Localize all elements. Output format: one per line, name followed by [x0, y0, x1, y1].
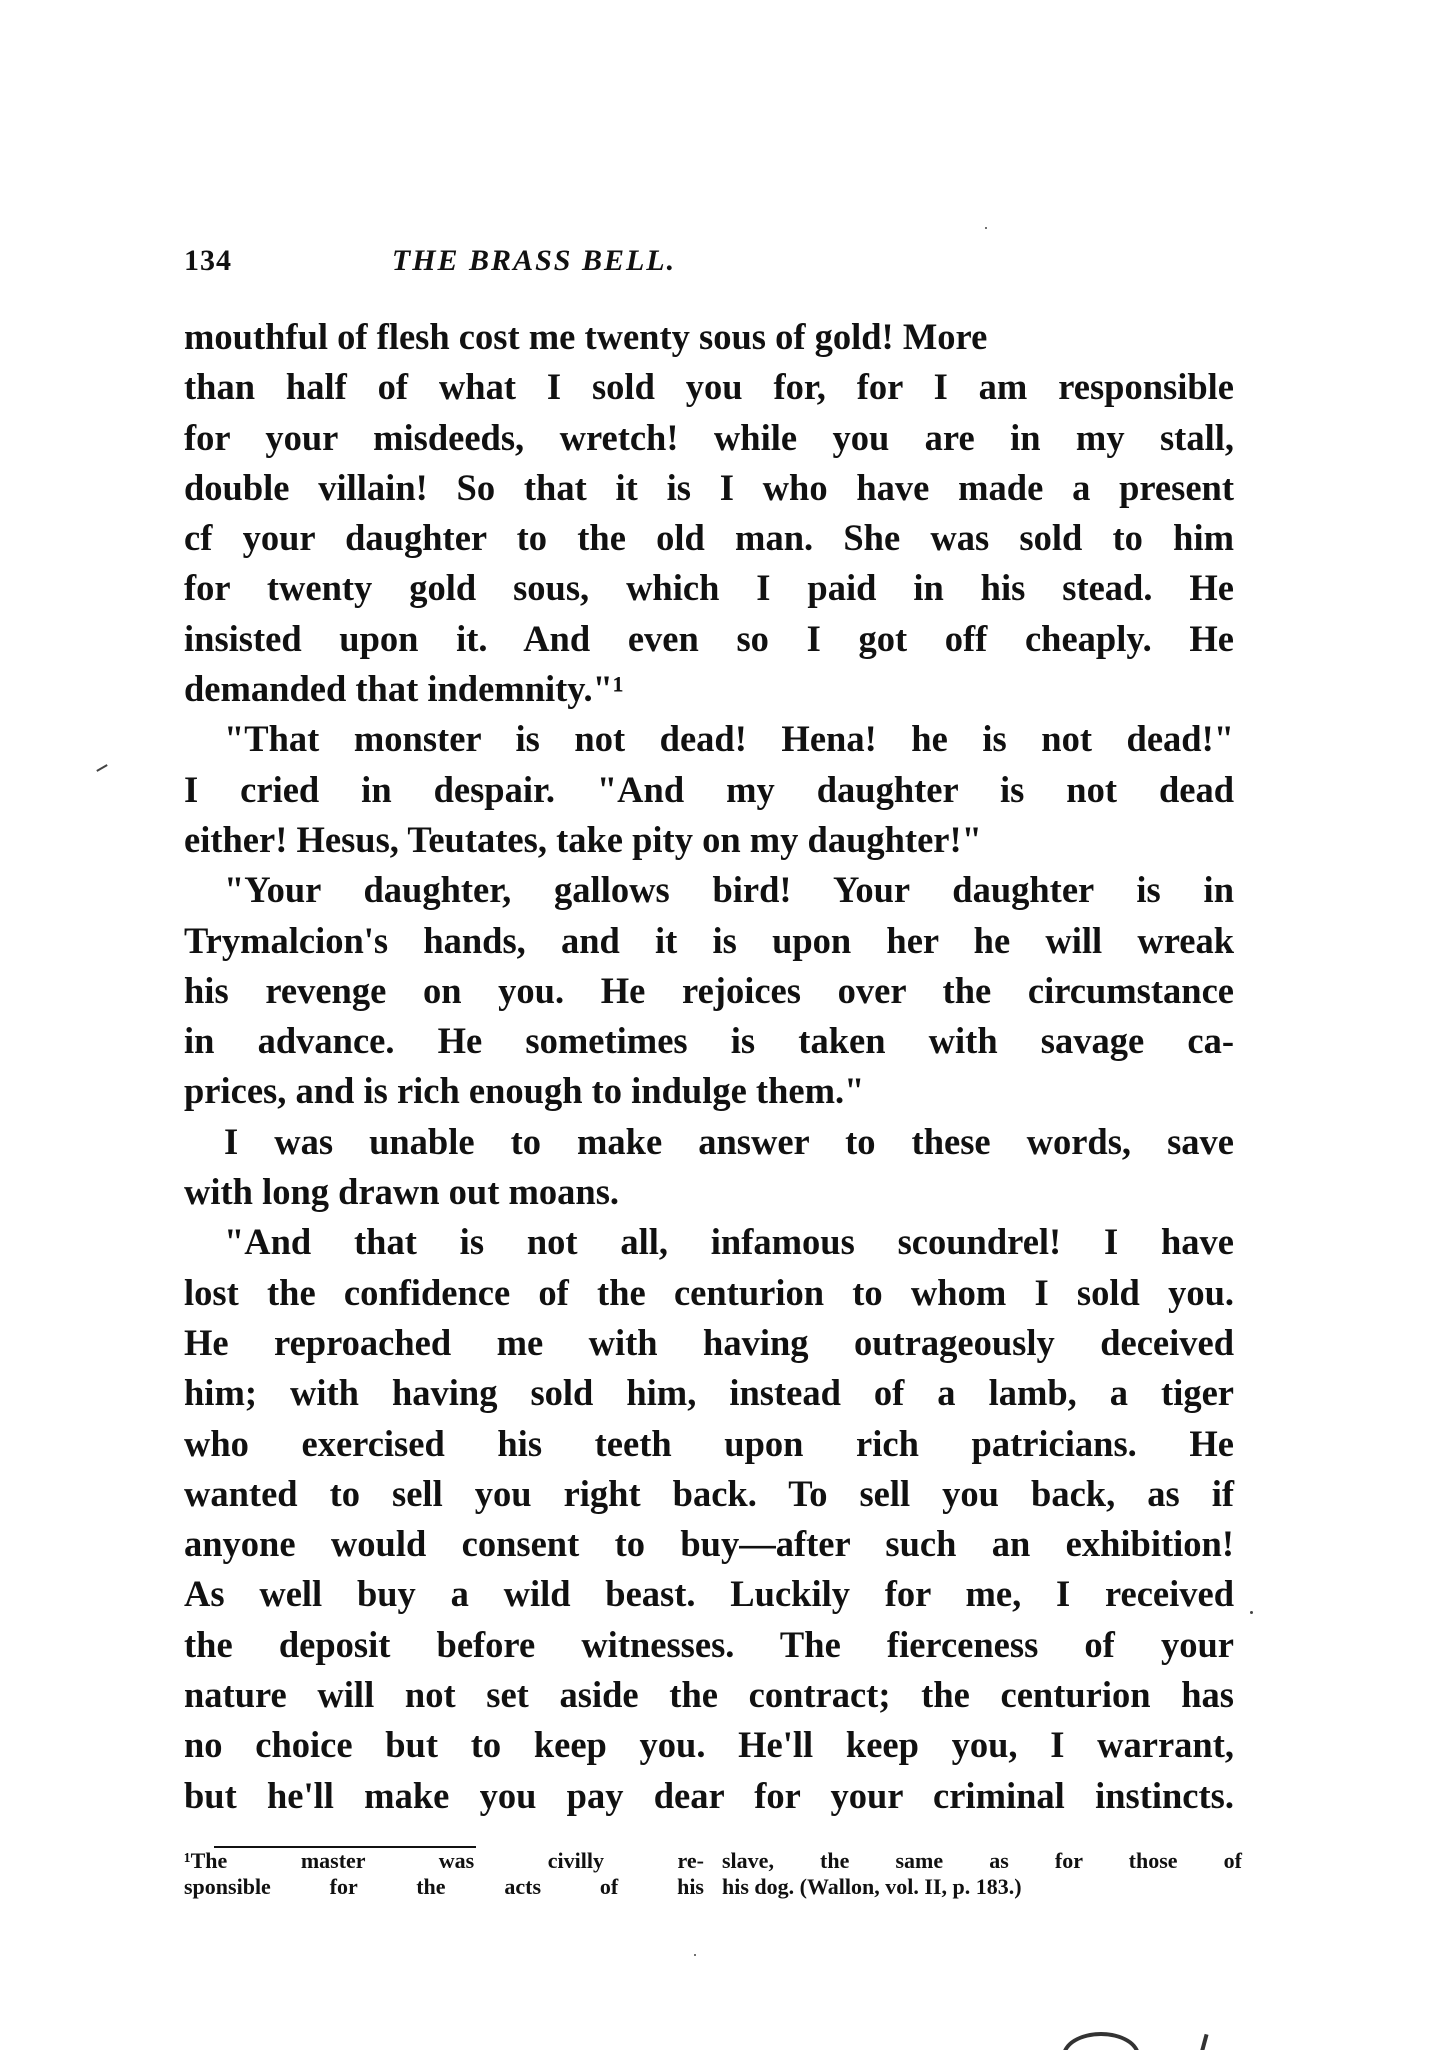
- text-line: "Your daughter, gallows bird! Your daughter is in: [224, 869, 1234, 911]
- text-line: mouthful of flesh cost me twenty sous of gold! More: [184, 316, 988, 357]
- page-number: 134: [184, 244, 232, 277]
- running-head: [184, 244, 1234, 284]
- text-line: no choice but to keep you. He'll keep you, I warrant,: [184, 1724, 1234, 1766]
- stamp-arc: [1062, 2032, 1140, 2050]
- text-line: either! Hesus, Teutates, take pity on my daughter!": [184, 818, 982, 860]
- text-line: double villain! So that it is I who have made a present: [184, 466, 1234, 508]
- text-line: lost the confidence of the centurion to whom I sold you.: [184, 1271, 1234, 1313]
- margin-mark: [96, 764, 107, 772]
- footnote-column-right: [722, 1848, 1242, 1900]
- specks: [694, 1954, 696, 1956]
- body-text: [184, 312, 1234, 1821]
- text-line: I cried in despair. "And my daughter is not dead: [184, 768, 1234, 810]
- footnote-line: sponsible for the acts of his: [184, 1874, 704, 1899]
- text-line: who exercised his teeth upon rich patricians. He: [184, 1422, 1234, 1464]
- text-line: nature will not set aside the contract; the centurion has: [184, 1674, 1234, 1716]
- text-line: anyone would consent to buy—after such an exhibition!: [184, 1523, 1234, 1565]
- text-line: for twenty gold sous, which I paid in his stead. He: [184, 567, 1234, 609]
- text-line: wanted to sell you right back. To sell you back, as if: [184, 1472, 1234, 1514]
- text-line: him; with having sold him, instead of a lamb, a tiger: [184, 1372, 1234, 1414]
- text-line: He reproached me with having outrageously deceived: [184, 1321, 1234, 1363]
- text-line: than half of what I sold you for, for I am responsible: [184, 366, 1234, 408]
- footnote-line: slave, the same as for those of: [722, 1848, 1242, 1873]
- text-line: his revenge on you. He rejoices over the circumstance: [184, 969, 1234, 1011]
- running-title: THE BRASS BELL.: [391, 244, 677, 277]
- text-line: prices, and is rich enough to indulge them.": [184, 1070, 865, 1112]
- text-line: I was unable to make answer to these words, save: [224, 1120, 1234, 1162]
- footnote-line: ¹The master was civilly re-: [184, 1848, 704, 1873]
- text-line: "That monster is not dead! Hena! he is not dead!": [224, 718, 1234, 760]
- text-line: for your misdeeds, wretch! while you are in my stall,: [184, 416, 1234, 458]
- footnote-column-left: [184, 1848, 704, 1900]
- cropped-stamp-mark: [1062, 2022, 1232, 2050]
- text-line: As well buy a wild beast. Luckily for me, I received: [184, 1573, 1234, 1615]
- text-line: "And that is not all, infamous scoundrel! I have: [224, 1221, 1234, 1263]
- text-line: Trymalcion's hands, and it is upon her he will wreak: [184, 919, 1234, 961]
- text-line: cf your daughter to the old man. She was sold to him: [184, 517, 1234, 559]
- specks: [1250, 1611, 1253, 1614]
- text-line: in advance. He sometimes is taken with savage ca-: [184, 1020, 1234, 1062]
- text-line: the deposit before witnesses. The fierceness of your: [184, 1623, 1234, 1665]
- specks: [985, 227, 987, 229]
- text-line: with long drawn out moans.: [184, 1171, 620, 1213]
- text-line: insisted upon it. And even so I got off cheaply. He: [184, 617, 1234, 659]
- footnote-line: his dog. (Wallon, vol. II, p. 183.): [722, 1874, 1022, 1899]
- text-line: but he'll make you pay dear for your criminal instincts.: [184, 1774, 1234, 1816]
- stamp-tick: [1199, 2034, 1208, 2050]
- text-line: demanded that indemnity."¹: [184, 668, 624, 710]
